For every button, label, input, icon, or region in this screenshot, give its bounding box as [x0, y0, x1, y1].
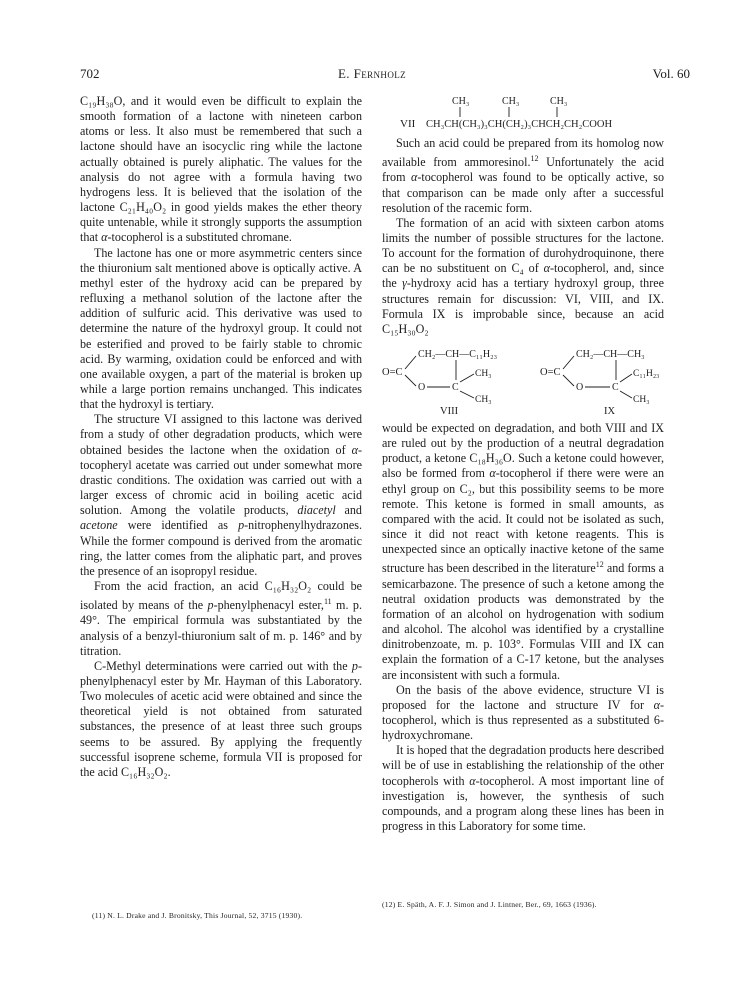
- paragraph: On the basis of the above evidence, structure VI is proposed for the lactone and structure IV for α-tocopherol, which is thus represented as a substituted 6-hydroxychromane.: [382, 682, 664, 743]
- paragraph: The structure VI assigned to this lactone was derived from a study of other degradation products, which were obtained besides the lactone when the oxidation of α-tocopheryl acetate was carried out under somewhat more drastic conditions. The oxidation was carried out with a larger excess of chromic acid in boiling acetic acid solution. Among the volatile products, diacetyl and acetone were identified as p-nitrophenylhydrazones. While the former compound is derived from the aromatic ring, the latter comes from the aliphatic part, and proves the presence of an isopropyl residue.: [80, 412, 362, 578]
- paragraph: would be expected on degradation, and both VIII and IX are ruled out by the production of a neutral degradation product, a ketone C₁₈H₃₆O. Such a ketone could however, also be formed from α-tocopherol if there were were an ethyl group on C₂, but this possibility seems to be more remote. This ketone is formed in small amounts, as compared with the acid. It could not be isolated as such, since it did not react with ketone reagents. This is unexpected since an optically inactive ketone of the same structure has been described in the literature$^{12}$ and forms a semicarbazone. The presence of such a ketone among the neutral oxidation products was demonstrated by the formation of an alcohol on hydrogenation with sodium and alcohol. The alcohol was identified by a crystalline dinitrobenzoate, m. p. 103°. Formulas VIII and IX can explain the formation of a C-17 ketone, but the analyses are inconsistent with such a formula.: [382, 421, 665, 682]
- formulas-viii-ix: [382, 340, 682, 420]
- page-number: 702: [80, 66, 100, 81]
- paragraph: From the acid fraction, an acid C₁₆H₃₂O₂ could be isolated by means of the p-phenylphenacyl ester,$^{11}$ m. p. 49°. The empirical formula was substantiated by the analysis of a benzyl-thiuronium salt of m. p. 146° and by titration.: [80, 579, 362, 658]
- substituent: CH₃: [475, 369, 492, 379]
- ring-oxygen: O: [418, 382, 426, 393]
- methyl-group: CH₃: [550, 96, 568, 107]
- substituent: CH₃: [633, 395, 650, 405]
- paragraph: Such an acid could be prepared from its homolog now available from ammoresinol.$^{12}$ Unfortunately the acid from α-tocopherol was found to be optically active, so that comparison can be made only after a successful resolution of the racemic form.: [382, 136, 665, 215]
- formula-label: VIII: [440, 406, 459, 417]
- right-column-lower: [382, 421, 664, 834]
- formula-label: IX: [604, 406, 616, 417]
- top-chain: CH₂—CH—CH₃: [576, 349, 645, 360]
- paragraph: It is hoped that the degradation products here described will be of use in establishing the relationship of the other tocopherols with α-tocopherol. A most important line of investigation is, however, the synthesis of such compounds, and a program along these lines has been in progress in this Laboratory for some time.: [382, 743, 664, 834]
- substituent: C₁₁H₂₃: [633, 369, 660, 379]
- quaternary-carbon: C: [452, 382, 459, 393]
- substituent: CH₃: [475, 395, 492, 405]
- footnote-11: (11) N. L. Drake and J. Bronitsky, This Journal, 52, 3715 (1930).: [92, 911, 303, 920]
- formula-label: VII: [400, 118, 416, 130]
- carbonyl: O=C: [540, 367, 561, 378]
- formula-vii: [382, 92, 682, 132]
- ring-oxygen: O: [576, 382, 584, 393]
- methyl-group: CH₃: [502, 96, 520, 107]
- formula-viii: [382, 349, 497, 417]
- paragraph: C-Methyl determinations were carried out with the p-phenylphenacyl ester by Mr. Hayman of this Laboratory. Two molecules of acetic acid were obtained and since the theoretical yield is not obtained from saturated substances, the presence of at least three such groups seems to be assured. By applying the frequently successful isoprene scheme, formula VII is proposed for the acid C₁₆H₃₂O₂.: [80, 658, 362, 779]
- paragraph: The formation of an acid with sixteen carbon atoms limits the number of possible structures for the lactone. To account for the formation of durohydroquinone, there can be no substituent on C₄ of α-tocopherol, and, since the γ-hydroxy acid has a tertiary hydroxyl group, three structures remain for discussion: VI, VIII, and IX. Formula IX is improbable since, because an acid C₁₅H₃₀O₂: [382, 215, 664, 336]
- right-column-upper: [382, 136, 664, 337]
- paragraph: C₁₉H₃₈O, and it would even be difficult to explain the smooth formation of a lactone with nineteen carbon atoms or less. It also must be remembered that such a lactone should have an isocyclic ring while the lactone actually obtained is purely aliphatic. The values for the analysis do not agree with a formula having two hydrogens less. It is believed that the isolation of the lactone C₂₁H₄₀O₂ in good yields makes the ether theory quite untenable, while it strongly supports the assumption that α-tocopherol is a substituted chromane.: [80, 94, 362, 245]
- formula-chain: CH₃CH(CH₃)₃CH(CH₂)₃CHCH₂CH₂COOH: [426, 119, 613, 130]
- carbonyl: O=C: [382, 367, 403, 378]
- quaternary-carbon: C: [612, 382, 619, 393]
- footnote-12: (12) E. Späth, A. F. J. Simon and J. Lintner, Ber., 69, 1663 (1936).: [382, 900, 597, 909]
- paragraph: The lactone has one or more asymmetric centers since the thiuronium salt mentioned above is optically active. A methyl ester of the hydroxy acid can be prepared by refluxing a methanol solution of the lactone after the addition of sulfuric acid. This derivative was used to determine the nature of the hydroxyl group. It could not be esterified and proved to be fairly stable to chromic acid. By warming, oxidation could be enforced and with one available oxygen, a part of the material is broken up while a large portion remains unchanged. This indicates that the hydroxyl is tertiary.: [80, 245, 362, 412]
- left-column: [80, 94, 362, 780]
- running-head-author: E. Fernholz: [337, 66, 407, 81]
- formula-ix: [540, 349, 659, 417]
- volume-label: Vol. 60: [652, 66, 690, 81]
- top-chain: CH₂—CH—C₁₁H₂₃: [418, 349, 498, 360]
- methyl-group: CH₃: [452, 96, 470, 107]
